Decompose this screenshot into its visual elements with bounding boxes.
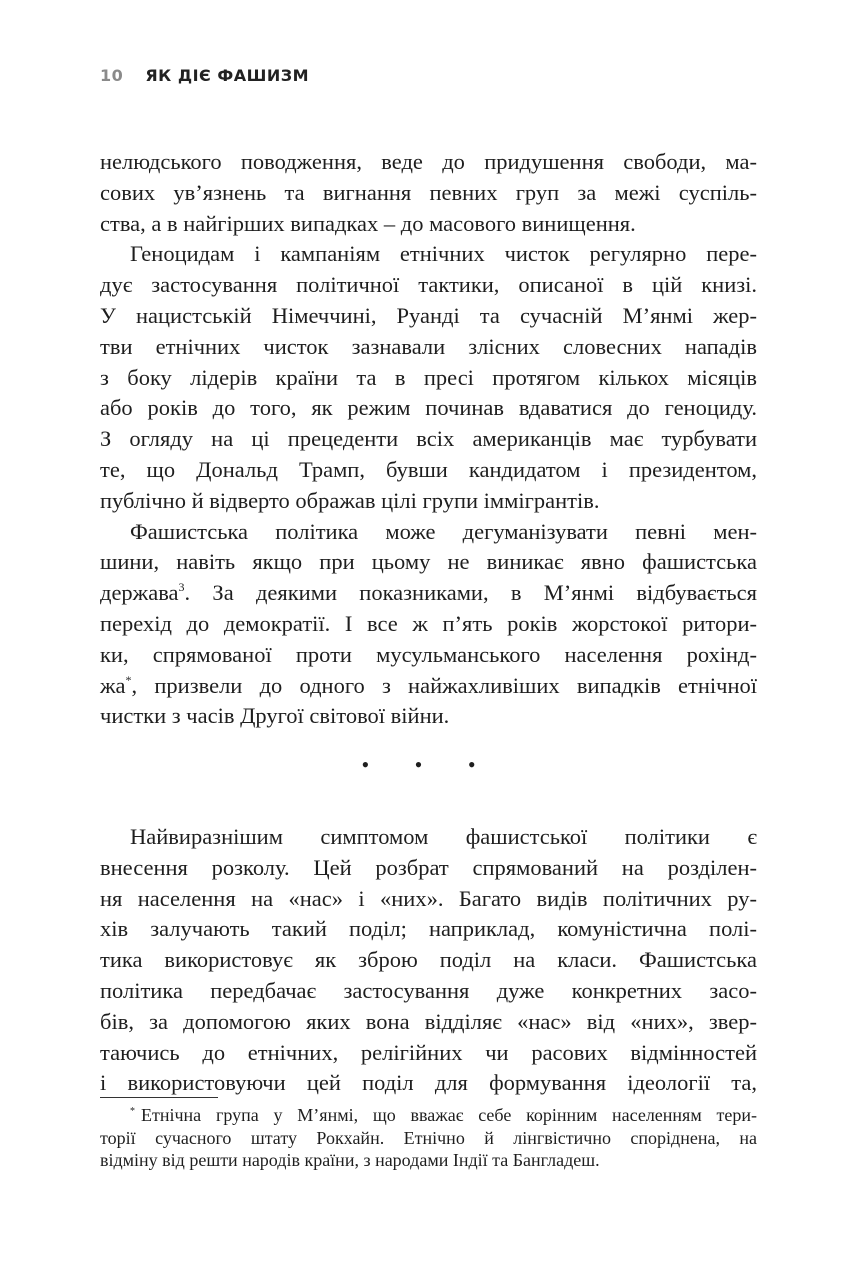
- footnote-marker: *: [125, 672, 132, 687]
- page-number: 10: [100, 66, 124, 85]
- text-line: [100, 914, 757, 945]
- line-text: Геноцидам і кампаніям етнічних чисток регулярно пере-: [130, 241, 757, 267]
- footnote: [100, 1104, 757, 1172]
- text-line: [100, 209, 757, 240]
- line-text: чистки з часів Другої світової війни.: [100, 703, 450, 729]
- text-line: [100, 578, 757, 609]
- line-text: ки, спрямованої проти мусульманського населення рохінд-: [100, 641, 757, 667]
- text-line: [100, 270, 757, 301]
- running-title: ЯК ДІЄ ФАШИЗМ: [145, 66, 310, 85]
- paragraph: [100, 239, 757, 516]
- text-line: [100, 976, 757, 1007]
- text-line: [100, 147, 757, 178]
- line-text: ня населення на «нас» і «них». Багато видів політичних ру-: [100, 885, 757, 911]
- line-text: політика передбачає застосування дуже конкретних засо-: [100, 977, 757, 1003]
- line-text: бів, за допомогою яких вона відділяє «нас» від «них», звер-: [100, 1008, 757, 1034]
- text-line: [100, 178, 757, 209]
- line-text: нелюдського поводження, веде до придушення свободи, ма-: [100, 149, 757, 174]
- footnote-marker: *: [130, 1106, 135, 1117]
- footnote-text: Етнічна група у М’янмі, що вважає себе корінним населенням тери-: [141, 1105, 757, 1125]
- text-line: [100, 884, 757, 915]
- text-line: [100, 945, 757, 976]
- text-line: [100, 455, 757, 486]
- text-line: [100, 424, 757, 455]
- text-line: [100, 517, 757, 548]
- line-text: , призвели до одного з найжахливіших випадків етнічної: [131, 672, 757, 698]
- text-line: [100, 547, 757, 578]
- line-text: З огляду на ці прецеденти всіх американців має турбувати: [100, 426, 757, 452]
- section-separator: • • •: [361, 752, 496, 777]
- line-text: перехід до демократії. І все ж п’ять років жорстокої ритори-: [100, 610, 757, 636]
- text-line: [100, 1038, 757, 1069]
- line-text: Фашистська політика може дегуманізувати певні мен-: [130, 518, 757, 544]
- text-line: [100, 239, 757, 270]
- line-text: дує застосування політичної тактики, описаної в цій книзі.: [100, 272, 757, 298]
- footnote-text: відміну від решти народів країни, з народами Індії та Бангладеш.: [100, 1150, 600, 1171]
- line-text: . За деякими показниками, в М’янмі відбувається: [184, 580, 757, 606]
- footnote-line: [100, 1104, 757, 1127]
- text-line: [100, 1007, 757, 1038]
- text-line: [100, 822, 757, 853]
- line-text: таючись до етнічних, релігійних чи расових відмінностей: [100, 1039, 757, 1065]
- main-text-lower: [100, 822, 757, 1099]
- line-text: жа: [100, 672, 126, 698]
- line-text: Найвиразнішим симптомом фашистської політики є: [130, 824, 757, 849]
- text-line: [100, 486, 757, 517]
- line-text: публічно й відверто ображав цілі групи іммігрантів.: [100, 487, 600, 513]
- footnote-marker: 3: [178, 580, 185, 595]
- line-text: У нацистській Німеччині, Руанді та сучасній М’янмі жер-: [100, 302, 757, 328]
- text-line: [100, 332, 757, 363]
- line-text: хів залучають такий поділ; наприклад, комуністична полі-: [100, 916, 757, 942]
- paragraph: [100, 822, 757, 1099]
- text-line: [100, 853, 757, 884]
- text-line: [100, 1068, 757, 1099]
- line-text: внесення розколу. Цей розбрат спрямований на розділен-: [100, 854, 757, 880]
- footnote-line: [100, 1127, 757, 1150]
- text-line: [100, 301, 757, 332]
- paragraph: [100, 147, 757, 239]
- line-text: те, що Дональд Трамп, бувши кандидатом і президентом,: [100, 456, 757, 482]
- line-text: і використовуючи цей поділ для формування ідеології та,: [100, 1070, 757, 1096]
- line-text: ства, а в найгірших випадках – до масового винищення.: [100, 210, 636, 236]
- line-text: держава: [100, 580, 179, 606]
- main-text-upper: [100, 147, 757, 732]
- text-line: [100, 671, 757, 702]
- paragraph: [100, 517, 757, 733]
- footnote-text: торії сучасного штату Рокхайн. Етнічно й лінгвістично споріднена, на: [100, 1127, 757, 1148]
- text-line: [100, 640, 757, 671]
- text-line: [100, 393, 757, 424]
- line-text: з боку лідерів країни та в пресі протягом кількох місяців: [100, 364, 757, 390]
- text-line: [100, 363, 757, 394]
- line-text: тви етнічних чисток зазнавали злісних словесних нападів: [100, 333, 757, 359]
- footnote-line: [100, 1149, 757, 1172]
- text-line: [100, 701, 757, 732]
- line-text: сових ув’язнень та вигнання певних груп за межі суспіль-: [100, 179, 757, 205]
- text-line: [100, 609, 757, 640]
- footnote-rule: [100, 1097, 218, 1098]
- line-text: тика використовує як зброю поділ на класи. Фашистська: [100, 947, 757, 973]
- line-text: шини, навіть якщо при цьому не виникає явно фашистська: [100, 549, 757, 575]
- running-header: [100, 66, 309, 85]
- line-text: або років до того, як режим починав вдаватися до геноциду.: [100, 395, 757, 421]
